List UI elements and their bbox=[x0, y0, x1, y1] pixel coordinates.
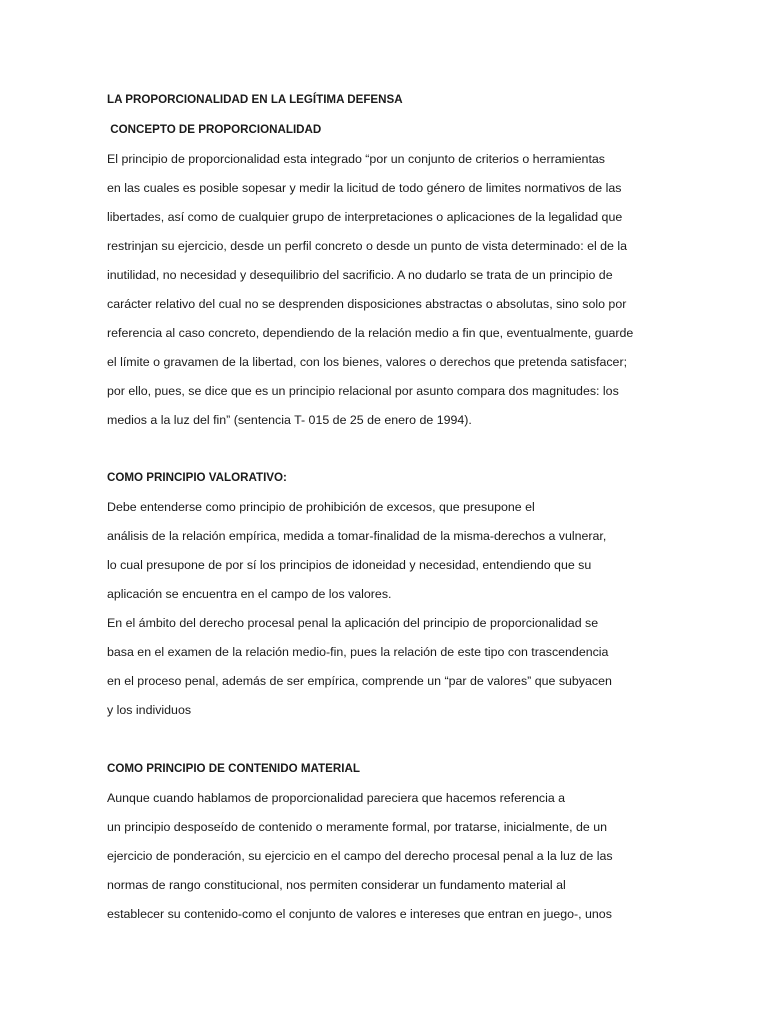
paragraph-line: medios a la luz del fin” (sentencia T- 015 de 25 de enero de 1994). bbox=[107, 413, 472, 427]
paragraph-line: en las cuales es posible sopesar y medir la licitud de todo género de limites normativos de las bbox=[107, 181, 622, 195]
paragraph-line: carácter relativo del cual no se desprenden disposiciones abstractas o absolutas, sino solo por bbox=[107, 297, 627, 311]
paragraph-line: y los individuos bbox=[107, 703, 192, 717]
paragraph-line: inutilidad, no necesidad y desequilibrio del sacrificio. A no dudarlo se trata de un principio de bbox=[107, 268, 613, 282]
paragraph-line: Debe entenderse como principio de prohibición de excesos, que presupone el bbox=[107, 500, 535, 514]
paragraph-line: libertades, así como de cualquier grupo de interpretaciones o aplicaciones de la legalidad que bbox=[107, 210, 623, 224]
paragraph-line: establecer su contenido-como el conjunto de valores e intereses que entran en juego-, unos bbox=[107, 907, 612, 921]
paragraph-line: análisis de la relación empírica, medida a tomar-finalidad de la misma-derechos a vulnerar, bbox=[107, 529, 607, 543]
paragraph-line: basa en el examen de la relación medio-fin, pues la relación de este tipo con trascendencia bbox=[107, 645, 609, 659]
paragraph-line: referencia al caso concreto, dependiendo de la relación medio a fin que, eventualmente, guarde bbox=[107, 326, 634, 340]
paragraph-line: Aunque cuando hablamos de proporcionalidad pareciera que hacemos referencia a bbox=[107, 791, 566, 805]
section-heading-concepto: CONCEPTO DE PROPORCIONALIDAD bbox=[107, 123, 322, 136]
paragraph-line: en el proceso penal, además de ser empírica, comprende un “par de valores” que subyacen bbox=[107, 674, 612, 688]
section-heading-contenido-material: COMO PRINCIPIO DE CONTENIDO MATERIAL bbox=[107, 762, 360, 775]
paragraph-line: por ello, pues, se dice que es un principio relacional por asunto compara dos magnitudes: los bbox=[107, 384, 619, 398]
section-heading-valorativo: COMO PRINCIPIO VALORATIVO: bbox=[107, 471, 287, 484]
paragraph-line: lo cual presupone de por sí los principios de idoneidad y necesidad, entendiendo que su bbox=[107, 558, 592, 572]
paragraph-line: aplicación se encuentra en el campo de los valores. bbox=[107, 587, 392, 601]
paragraph-line: un principio desposeído de contenido o meramente formal, por tratarse, inicialmente, de un bbox=[107, 820, 608, 834]
paragraph-line: normas de rango constitucional, nos permiten considerar un fundamento material al bbox=[107, 878, 566, 892]
paragraph-line: restrinjan su ejercicio, desde un perfil concreto o desde un punto de vista determinado: el de la bbox=[107, 239, 628, 253]
paragraph-line: el límite o gravamen de la libertad, con los bienes, valores o derechos que pretenda satisfacer; bbox=[107, 355, 628, 369]
document-title: LA PROPORCIONALIDAD EN LA LEGÍTIMA DEFENSA bbox=[107, 93, 403, 106]
paragraph-line: En el ámbito del derecho procesal penal la aplicación del principio de proporcionalidad se bbox=[107, 616, 599, 630]
paragraph-line: El principio de proporcionalidad esta integrado “por un conjunto de criterios o herramientas bbox=[107, 152, 605, 166]
paragraph-line: ejercicio de ponderación, su ejercicio en el campo del derecho procesal penal a la luz de las bbox=[107, 849, 613, 863]
